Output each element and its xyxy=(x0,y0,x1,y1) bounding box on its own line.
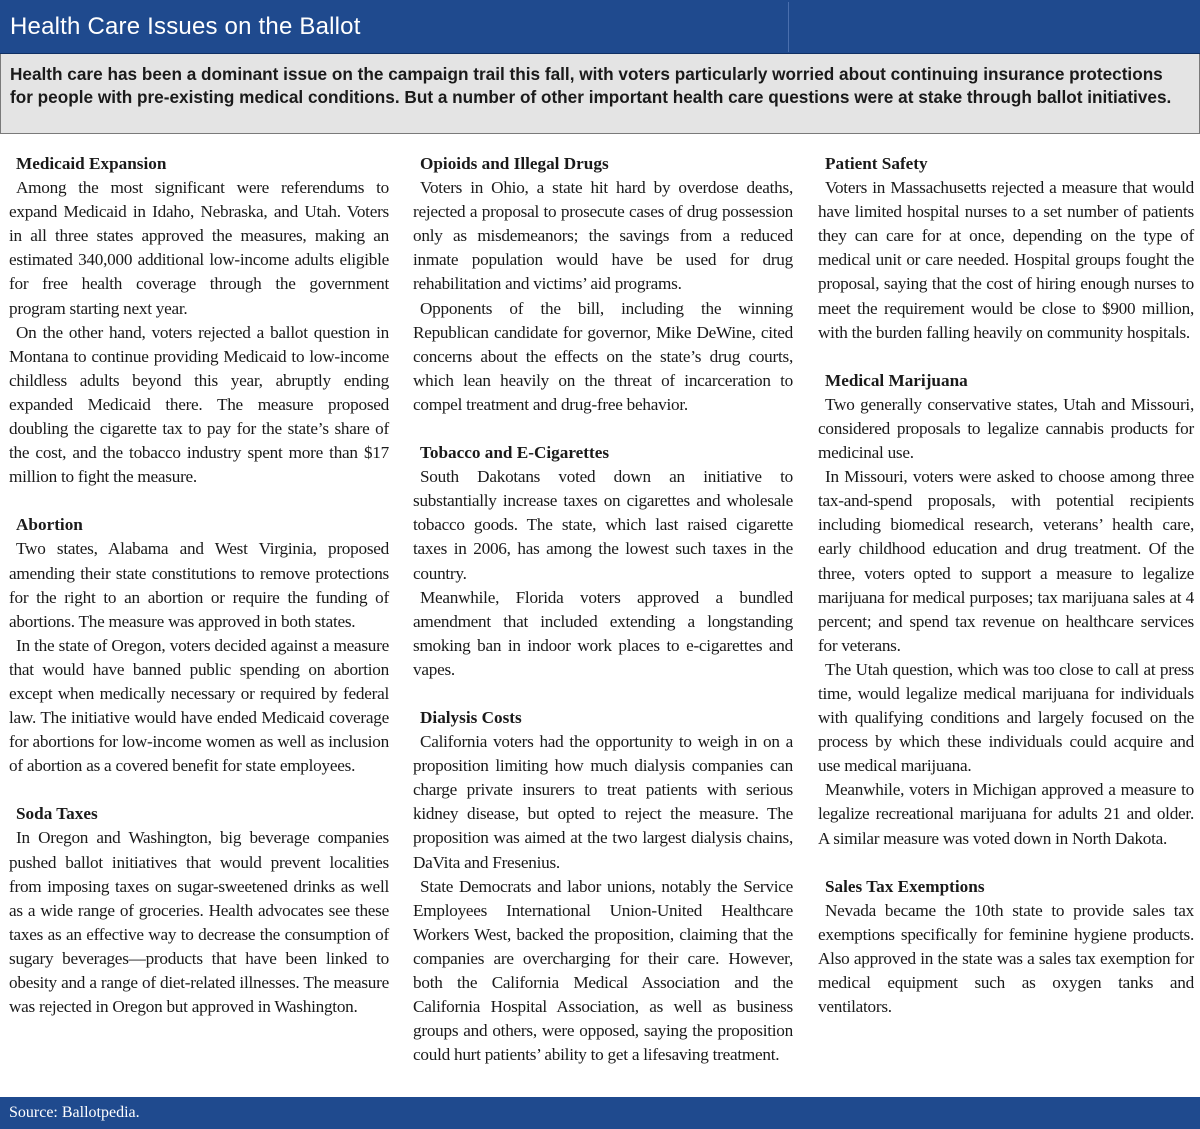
page-title: Health Care Issues on the Ballot xyxy=(10,13,361,40)
section-heading: Dialysis Costs xyxy=(420,707,522,727)
section-heading: Opioids and Illegal Drugs xyxy=(420,154,609,173)
section-heading: Medical Marijuana xyxy=(825,370,968,390)
title-divider xyxy=(788,2,789,52)
section-paragraph: Two states, Alabama and West Virginia, proposed amending their state constitutions to remove protections for the right to an abortion or require the funding of abortions. The measure was approved in both states. xyxy=(9,539,389,631)
article-section xyxy=(413,152,793,417)
section-paragraph: In the state of Oregon, voters decided against a measure that would have banned public spending on abortion except when medically necessary or required by federal law. The initiative would have ended Medicaid coverage for abortions for low-income women as well as inclusion of abortion as a covered benefit for state employees. xyxy=(9,635,389,776)
section-heading: Tobacco and E-Cigarettes xyxy=(420,443,610,463)
article-section xyxy=(9,513,389,778)
section-heading: Soda Taxes xyxy=(16,804,98,824)
section-paragraph: South Dakotans voted down an initiative to substantially increase taxes on cigarettes and wholesale tobacco goods. The state, which last raised cigarette taxes in 2006, has among the lowest such taxes in the country. xyxy=(413,467,793,583)
column-2 xyxy=(413,152,793,1091)
source-credit: Source: Ballotpedia. xyxy=(9,1104,140,1121)
section-paragraph: Voters in Massachusetts rejected a measure that would have limited hospital nurses to a set number of patients they can care for at once, depending on the type of medical unit or care needed. Hospital groups fought the proposal, saying that the cost of hiring enough nurses to meet the requirement would be close to $900 million, with the burden falling heavily on community hospitals. xyxy=(818,178,1194,342)
section-heading: Patient Safety xyxy=(825,154,928,173)
section-paragraph: On the other hand, voters rejected a ballot question in Montana to continue providing Medicaid to low-income childless adults beyond this year, abruptly ending expanded Medicaid there. The measure proposed doubling the cigarette tax to pay for the state’s share of the cost, and the tobacco industry spent more than $17 million to fight the measure. xyxy=(9,322,389,487)
article-section xyxy=(818,369,1194,851)
section-heading: Medicaid Expansion xyxy=(16,154,167,173)
section-paragraph: Nevada became the 10th state to provide sales tax exemptions specifically for feminine hygiene products. Also approved in the state was a sales tax exemption for medical equipment such as oxygen tanks and ventilators. xyxy=(818,900,1194,1017)
section-paragraph: Meanwhile, Florida voters approved a bundled amendment that included extending a longstanding smoking ban in indoor work places to e-cigarettes and vapes. xyxy=(413,587,793,679)
section-paragraph: Meanwhile, voters in Michigan approved a measure to legalize recreational marijuana for adults 21 and older. A similar measure was voted down in North Dakota. xyxy=(818,780,1194,848)
source-bar xyxy=(0,1097,1200,1129)
section-paragraph: Opponents of the bill, including the winning Republican candidate for governor, Mike DeWine, cited concerns about the effects on the state’s drug courts, which lean heavily on the threat of incarceration to compel treatment and drug-free behavior. xyxy=(413,298,793,414)
article-section xyxy=(413,441,793,682)
section-paragraph: California voters had the opportunity to weigh in on a proposition limiting how much dialysis companies can charge private insurers to treat patients with serious kidney disease, but opted to reject the measure. The proposition was aimed at the two largest dialysis chains, DaVita and Fresenius. xyxy=(413,732,793,872)
article-section xyxy=(818,152,1194,345)
section-paragraph: Two generally conservative states, Utah and Missouri, considered proposals to legalize cannabis products for medicinal use. xyxy=(818,394,1194,463)
article-section xyxy=(818,875,1194,1020)
section-paragraph: Among the most significant were referendums to expand Medicaid in Idaho, Nebraska, and Utah. Voters in all three states approved the measures, making an estimated 340,000 additional low-income adults eligible for free health coverage through the government program starting next year. xyxy=(9,178,389,318)
title-bar xyxy=(0,0,1200,54)
article-section xyxy=(413,706,793,1067)
section-paragraph: Voters in Ohio, a state hit hard by overdose deaths, rejected a proposal to prosecute cases of drug possession only as misdemeanors; the savings from a reduced inmate population would have be used for drug rehabilitation and victims’ aid programs. xyxy=(413,178,793,294)
section-heading: Sales Tax Exemptions xyxy=(825,876,985,896)
section-heading: Abortion xyxy=(16,515,83,535)
section-paragraph: State Democrats and labor unions, notably the Service Employees International Union-United Healthcare Workers West, backed the proposition, claiming that the companies are overcharging for their care. However, both the California Medical Association and the California Hospital Association, as well as business groups and others, were opposed, saying the proposition could hurt patients’ ability to get a lifesaving treatment. xyxy=(413,876,793,1065)
column-3 xyxy=(818,152,1194,1043)
intro-summary: Health care has been a dominant issue on the campaign trail this fall, with voters particularly worried about continuing insurance protections for people with pre-existing medical conditions. But a number of other important health care questions were at stake through ballot initiatives. xyxy=(0,54,1200,134)
section-paragraph: The Utah question, which was too close to call at press time, would legalize medical marijuana for individuals with qualifying conditions and largely focused on the process by which these individuals could acquire and use medical marijuana. xyxy=(818,659,1194,776)
article-section xyxy=(9,802,389,1019)
column-1 xyxy=(9,152,389,1043)
article-section xyxy=(9,152,389,489)
section-paragraph: In Oregon and Washington, big beverage companies pushed ballot initiatives that would prevent localities from imposing taxes on sugar-sweetened drinks as well as a wide range of groceries. Health advocates see these taxes as an effective way to decrease the consumption of sugary beverages—products that have been linked to obesity and a range of diet-related illnesses. The measure was rejected in Oregon but approved in Washington. xyxy=(9,828,389,1017)
section-paragraph: In Missouri, voters were asked to choose among three tax-and-spend proposals, with potential recipients including biomedical research, veterans’ health care, early childhood education and drug treatment. Of the three, voters opted to support a measure to legalize marijuana for medical purposes; tax marijuana sales at 4 percent; and spend tax revenue on healthcare services for veterans. xyxy=(818,467,1194,655)
